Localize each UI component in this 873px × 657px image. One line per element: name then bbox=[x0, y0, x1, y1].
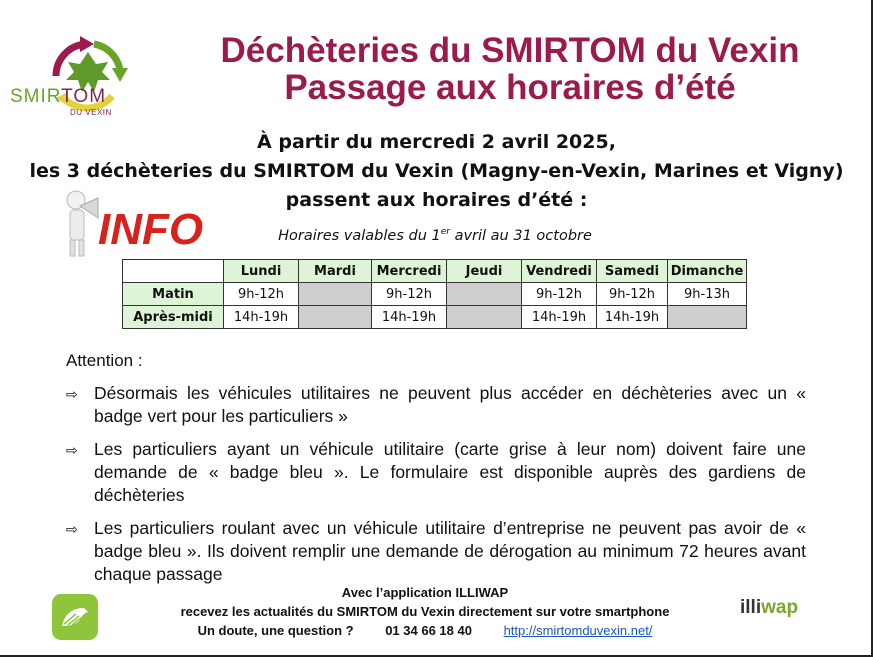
hours-cell: 9h-12h bbox=[224, 283, 299, 306]
day-header: Mercredi bbox=[372, 260, 447, 283]
table-row bbox=[123, 306, 747, 329]
intro-line-2: les 3 déchèteries du SMIRTOM du Vexin (Magny-en-Vexin, Marines et Vigny) bbox=[29, 160, 844, 182]
closed-cell bbox=[668, 306, 747, 329]
hours-cell: 9h-12h bbox=[522, 283, 597, 306]
illiwap-logo: illiwap bbox=[740, 597, 799, 618]
hours-cell: 9h-12h bbox=[372, 283, 447, 306]
info-megaphone-icon bbox=[62, 186, 204, 258]
logo-subtitle: DU VEXIN bbox=[70, 108, 112, 117]
intro-line-1: À partir du mercredi 2 avril 2025, bbox=[257, 131, 616, 153]
recycle-leaf-icon bbox=[16, 18, 158, 136]
day-header: Vendredi bbox=[522, 260, 597, 283]
attention-heading: Attention : bbox=[66, 351, 143, 370]
bullet-list bbox=[66, 382, 806, 596]
row-label-matin: Matin bbox=[123, 283, 224, 306]
footer-contact bbox=[110, 621, 740, 640]
hours-cell: 14h-19h bbox=[597, 306, 668, 329]
table-header-row bbox=[123, 260, 747, 283]
arrow-icon: ⇨ bbox=[66, 386, 78, 402]
day-header: Jeudi bbox=[447, 260, 522, 283]
footer-line-1: Avec l’application ILLIWAP bbox=[341, 585, 509, 600]
hours-cell: 9h-12h bbox=[597, 283, 668, 306]
list-item: ⇨ Les particuliers ayant un véhicule utilitaire (carte grise à leur nom) doivent faire une demande de « badge bleu ». Le formulaire est disponible auprès des gardiens de déchèteries bbox=[66, 439, 806, 505]
hours-cell: 14h-19h bbox=[224, 306, 299, 329]
arrow-icon: ⇨ bbox=[66, 442, 78, 458]
intro-line-3: passent aux horaires d’été : bbox=[285, 189, 588, 211]
row-label-apres-midi: Après-midi bbox=[123, 306, 224, 329]
schedule-table bbox=[122, 259, 747, 329]
phone-number: 01 34 66 18 40 bbox=[385, 623, 472, 638]
day-header: Dimanche bbox=[668, 260, 747, 283]
list-item: ⇨ Les particuliers roulant avec un véhicule utilitaire d’entreprise ne peuvent pas avoir de « badge bleu ». Ils doivent remplir une demande de dérogation au minimum 72 heures avant chaque passage bbox=[66, 518, 806, 584]
info-label: INFO bbox=[98, 205, 204, 254]
closed-cell bbox=[299, 306, 372, 329]
arrow-icon: ⇨ bbox=[66, 521, 78, 537]
list-item: ⇨ Désormais les véhicules utilitaires ne peuvent plus accéder en déchèteries avec un « badge vert pour les particuliers » bbox=[66, 383, 806, 426]
page-title bbox=[170, 32, 850, 106]
question-text: Un doute, une question ? bbox=[197, 623, 354, 638]
logo-wordmark: SMIRTOM bbox=[10, 86, 107, 107]
title-line-2: Passage aux horaires d’été bbox=[284, 68, 736, 107]
illiwap-app-icon bbox=[52, 594, 98, 640]
validity-note: Horaires valables du 1er avril au 31 octobre bbox=[278, 227, 592, 244]
table-row bbox=[123, 283, 747, 306]
title-line-1: Déchèteries du SMIRTOM du Vexin bbox=[220, 31, 800, 70]
website-link[interactable]: http://smirtomduvexin.net/ bbox=[503, 623, 653, 638]
day-header: Lundi bbox=[224, 260, 299, 283]
footer bbox=[110, 583, 740, 640]
closed-cell bbox=[447, 306, 522, 329]
footer-line-2: recevez les actualités du SMIRTOM du Vexin directement sur votre smartphone bbox=[180, 604, 670, 619]
table-corner bbox=[123, 260, 224, 283]
hours-cell: 9h-13h bbox=[668, 283, 747, 306]
closed-cell bbox=[299, 283, 372, 306]
hours-cell: 14h-19h bbox=[522, 306, 597, 329]
day-header: Mardi bbox=[299, 260, 372, 283]
hours-cell: 14h-19h bbox=[372, 306, 447, 329]
day-header: Samedi bbox=[597, 260, 668, 283]
closed-cell bbox=[447, 283, 522, 306]
